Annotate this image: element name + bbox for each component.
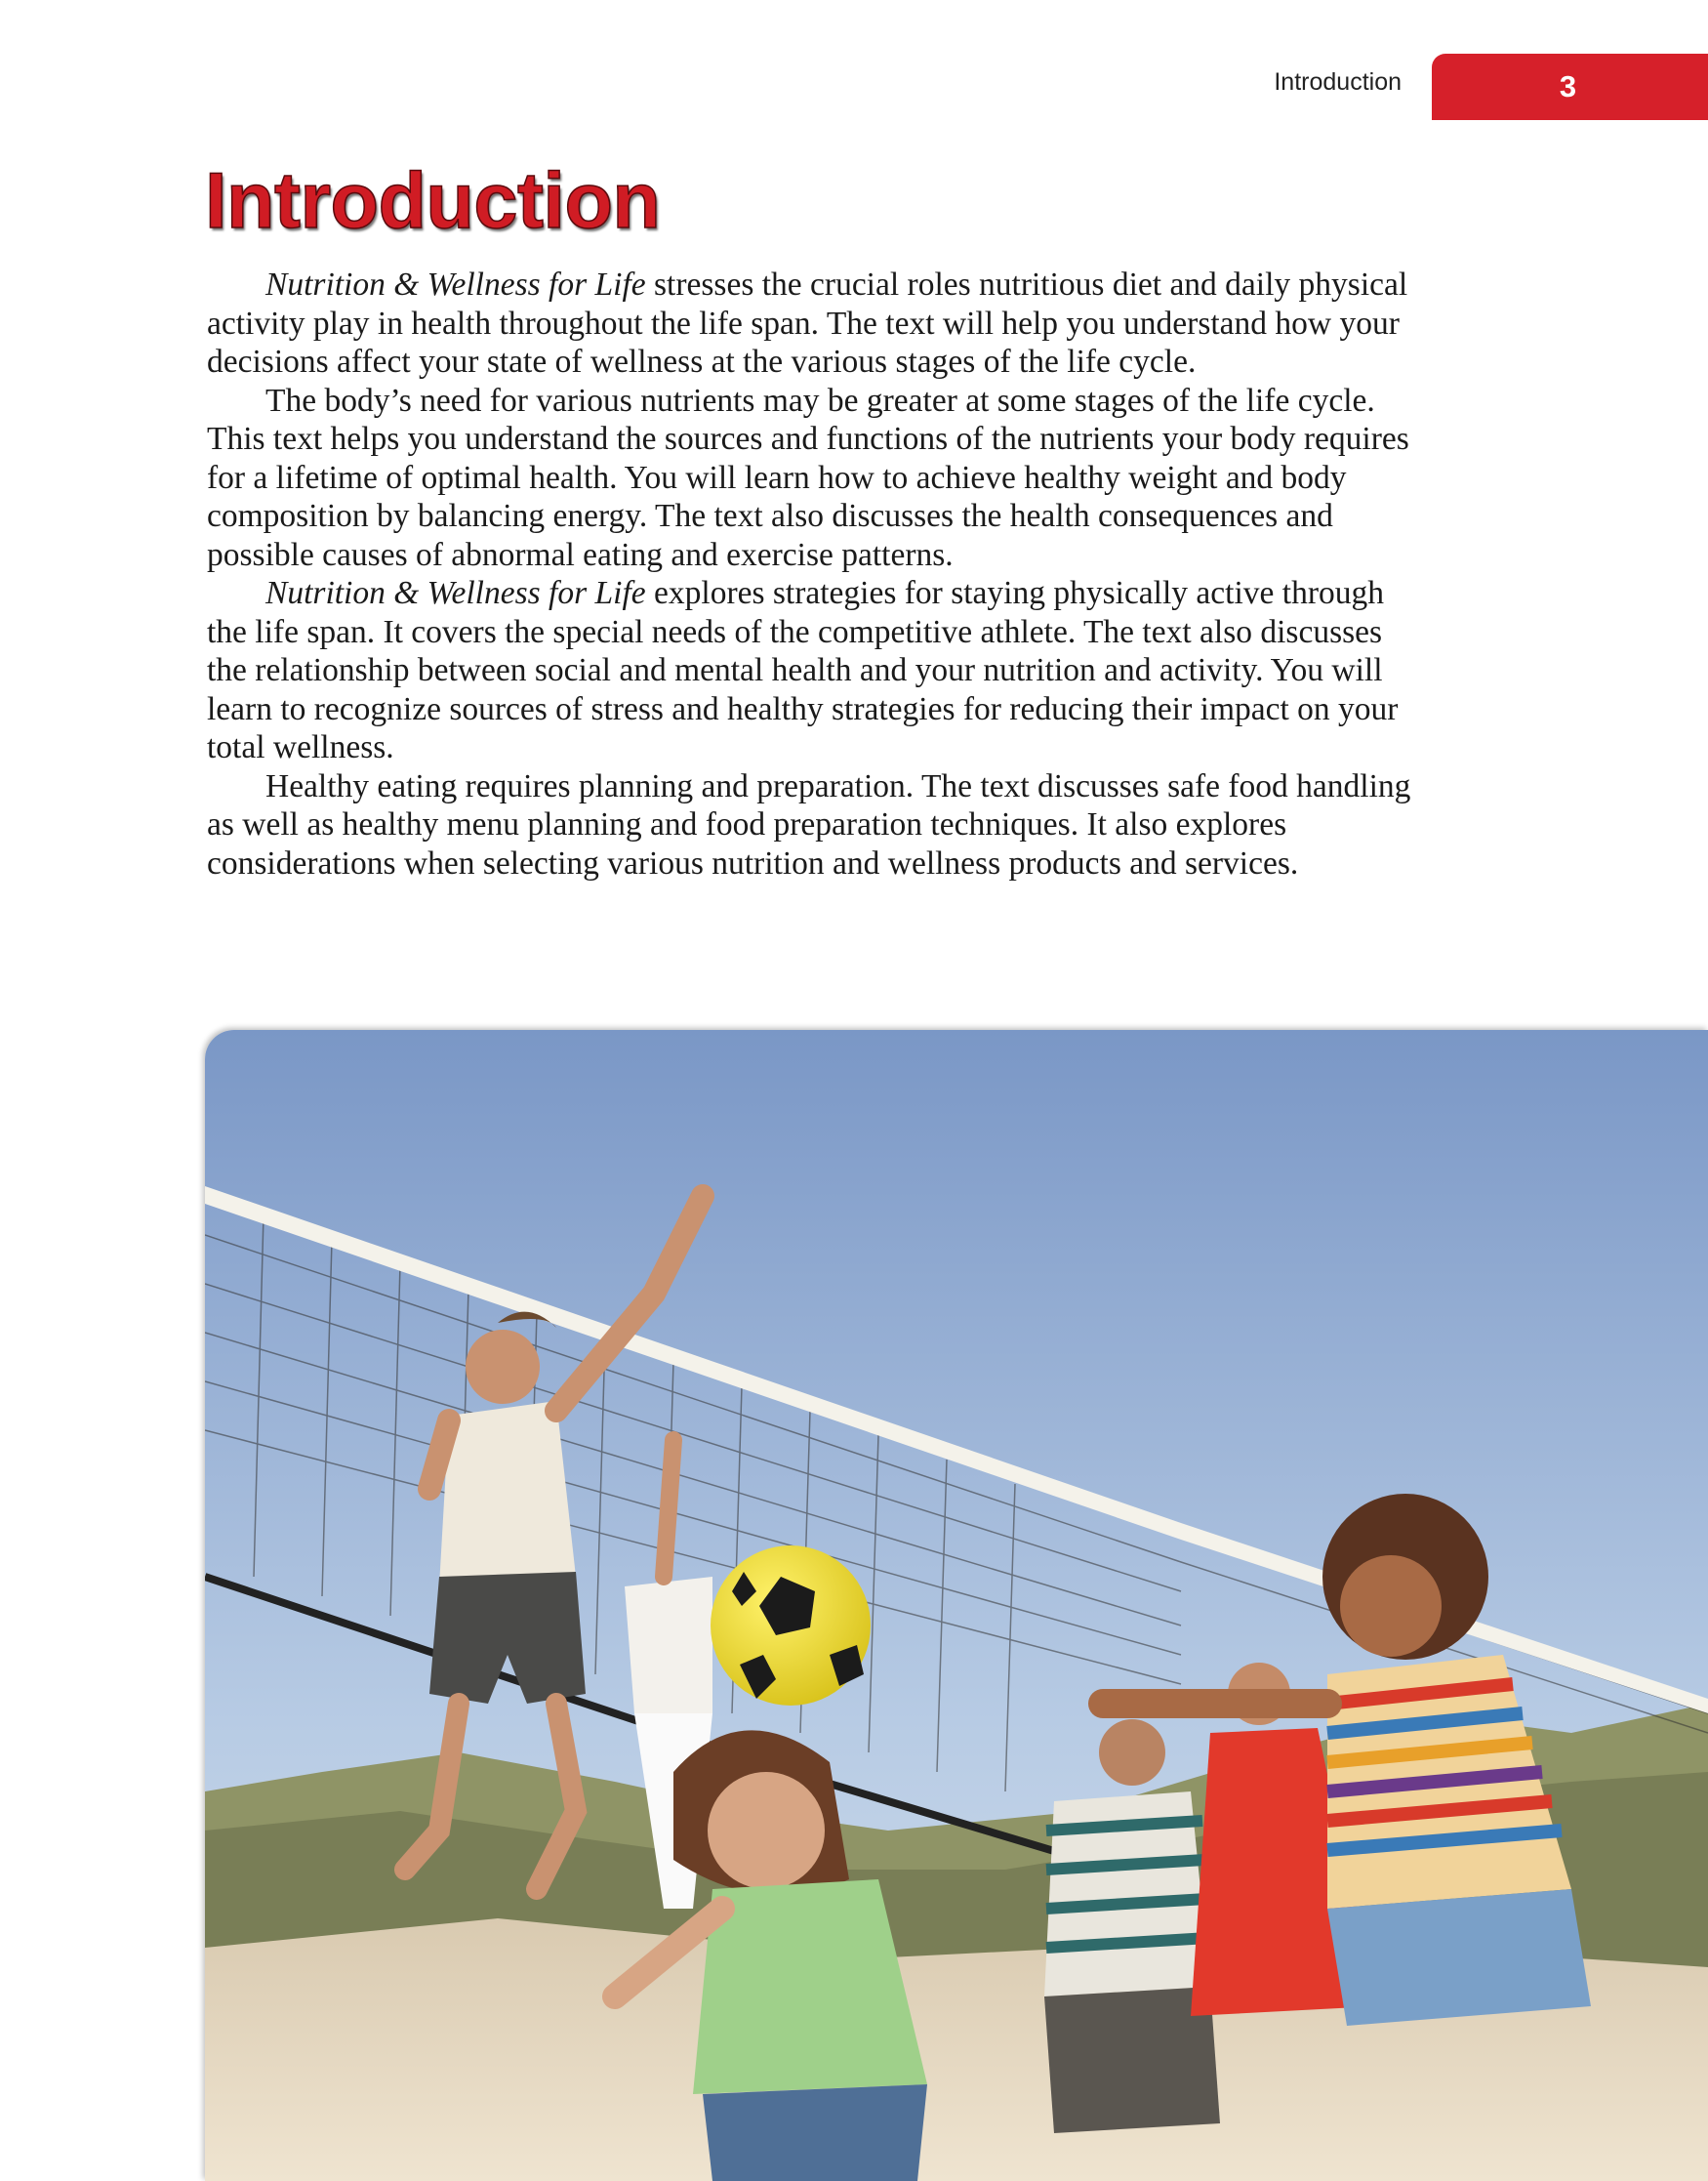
paragraph bbox=[207, 266, 1417, 382]
page-number: 3 bbox=[1559, 69, 1577, 103]
running-header-label: Introduction bbox=[1274, 68, 1402, 96]
beach-volleyball-photo bbox=[205, 1030, 1708, 2181]
book-title-italic: Nutrition & Wellness for Life bbox=[265, 267, 646, 303]
paragraph-text: stresses the crucial roles nutritious diet and daily physical activity play in health throughout the life span. The text will help you understand how your decisions affect your state of wellness at the various stages of the life cycle. bbox=[207, 267, 1408, 380]
page-title: Introduction bbox=[205, 157, 661, 245]
paragraph-text: Healthy eating requires planning and preparation. The text discusses safe food handling as well as healthy menu planning and food preparation techniques. It also explores considerations when selecting various nutrition and wellness products and services. bbox=[207, 767, 1411, 882]
page-number-tab bbox=[1432, 54, 1708, 120]
paragraph-text: explores strategies for staying physically active through the life span. It covers the special needs of the competitive athlete. The text also discusses the relationship between social and mental health and your nutrition and activity. You will learn to recognize sources of stress and healthy strategies for reducing their impact on your total wellness. bbox=[207, 575, 1399, 765]
paragraph bbox=[207, 574, 1417, 767]
body-text bbox=[207, 266, 1417, 883]
paragraph bbox=[207, 767, 1417, 884]
soccer-ball bbox=[711, 1545, 871, 1706]
paragraph bbox=[207, 382, 1417, 575]
paragraph-text: The body’s need for various nutrients may be greater at some stages of the life cycle. This text helps you understand the sources and functions of the nutrients your body requires for a lifetime of optimal health. You will learn how to achieve healthy weight and body composition by balancing energy. The text also discusses the health consequences and possible causes of abnormal eating and exercise patterns. bbox=[207, 382, 1409, 573]
book-title-italic: Nutrition & Wellness for Life bbox=[265, 575, 646, 611]
photo-illustration bbox=[205, 1030, 1708, 2181]
